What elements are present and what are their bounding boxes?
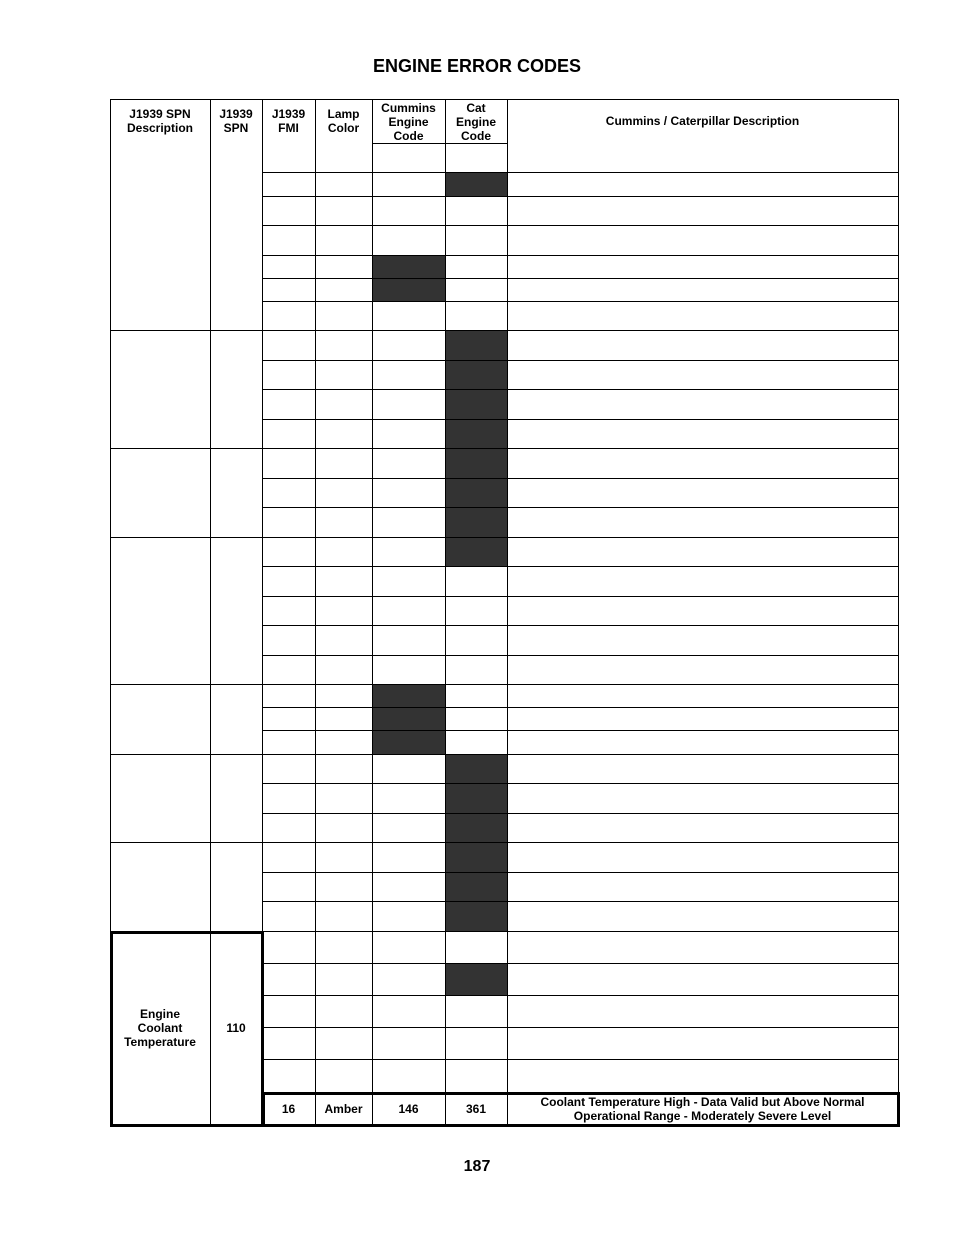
shaded-cell xyxy=(373,256,445,278)
row-divider xyxy=(262,754,898,755)
header-cat-code: Cat Engine Code xyxy=(455,100,496,143)
shaded-cell xyxy=(373,685,445,707)
row-divider xyxy=(262,196,898,197)
last-row-fmi: 16 xyxy=(281,1101,296,1116)
row-divider xyxy=(262,255,898,256)
shaded-cell xyxy=(446,331,507,360)
row-divider xyxy=(262,507,898,508)
column-divider xyxy=(507,99,508,1125)
group-divider xyxy=(110,684,262,685)
row-divider xyxy=(262,419,898,420)
spn-description-cell: Engine Coolant Temperature xyxy=(124,1007,196,1049)
row-divider xyxy=(262,655,898,656)
page-title: ENGINE ERROR CODES xyxy=(372,56,582,76)
header-subdivider xyxy=(372,143,507,144)
last-row-lamp-color: Amber xyxy=(324,1101,363,1116)
shaded-cell xyxy=(446,449,507,478)
shaded-cell xyxy=(446,814,507,842)
row-divider xyxy=(262,1059,898,1060)
row-divider xyxy=(262,813,898,814)
group-divider xyxy=(110,754,262,755)
shaded-cell xyxy=(446,902,507,931)
row-divider xyxy=(262,730,898,731)
shaded-cell xyxy=(373,279,445,301)
shaded-cell xyxy=(373,708,445,730)
shaded-cell xyxy=(446,390,507,419)
row-divider xyxy=(262,225,898,226)
shaded-cell xyxy=(446,508,507,537)
row-divider xyxy=(262,360,898,361)
row-divider xyxy=(262,707,898,708)
row-divider xyxy=(262,537,898,538)
row-divider xyxy=(262,872,898,873)
row-divider xyxy=(262,1027,898,1028)
header-spn: J1939 SPN xyxy=(219,107,253,135)
shaded-cell xyxy=(446,420,507,448)
header-spn-description: J1939 SPN Description xyxy=(126,107,193,135)
row-divider xyxy=(262,566,898,567)
column-divider xyxy=(315,99,316,1125)
header-description: Cummins / Caterpillar Description xyxy=(605,114,800,128)
row-divider xyxy=(262,478,898,479)
shaded-cell xyxy=(446,784,507,813)
row-divider xyxy=(262,389,898,390)
row-divider xyxy=(262,330,898,331)
row-divider xyxy=(262,963,898,964)
column-divider xyxy=(372,99,373,1125)
group-divider xyxy=(110,448,262,449)
last-row-cummins-code: 146 xyxy=(398,1101,419,1116)
row-divider xyxy=(262,596,898,597)
spn-cell: 110 xyxy=(226,1021,246,1035)
shaded-cell xyxy=(446,173,507,196)
row-divider xyxy=(262,301,898,302)
shaded-cell xyxy=(446,843,507,872)
row-divider xyxy=(262,842,898,843)
row-divider xyxy=(262,625,898,626)
group-divider xyxy=(110,330,262,331)
row-divider xyxy=(262,995,898,996)
row-divider xyxy=(262,931,898,932)
shaded-cell xyxy=(446,755,507,783)
page-number: 187 xyxy=(463,1158,491,1175)
row-divider xyxy=(262,448,898,449)
last-row-description: Coolant Temperature High - Data Valid but Above Normal Operational Range - Moderately Severe Level xyxy=(540,1094,865,1123)
header-cummins-code: Cummins Engine Code xyxy=(381,100,436,143)
last-row-cat-code: 361 xyxy=(465,1101,487,1116)
row-divider xyxy=(262,278,898,279)
shaded-cell xyxy=(446,479,507,507)
shaded-cell xyxy=(446,538,507,566)
header-lamp-color: Lamp Color xyxy=(327,107,360,135)
shaded-cell xyxy=(446,361,507,389)
group-divider xyxy=(110,537,262,538)
shaded-cell xyxy=(446,873,507,901)
group-divider xyxy=(110,842,262,843)
row-divider xyxy=(262,684,898,685)
shaded-cell xyxy=(446,964,507,995)
row-divider xyxy=(262,901,898,902)
row-divider xyxy=(262,783,898,784)
row-divider xyxy=(262,172,898,173)
shaded-cell xyxy=(373,731,445,754)
header-fmi: J1939 FMI xyxy=(271,107,306,135)
